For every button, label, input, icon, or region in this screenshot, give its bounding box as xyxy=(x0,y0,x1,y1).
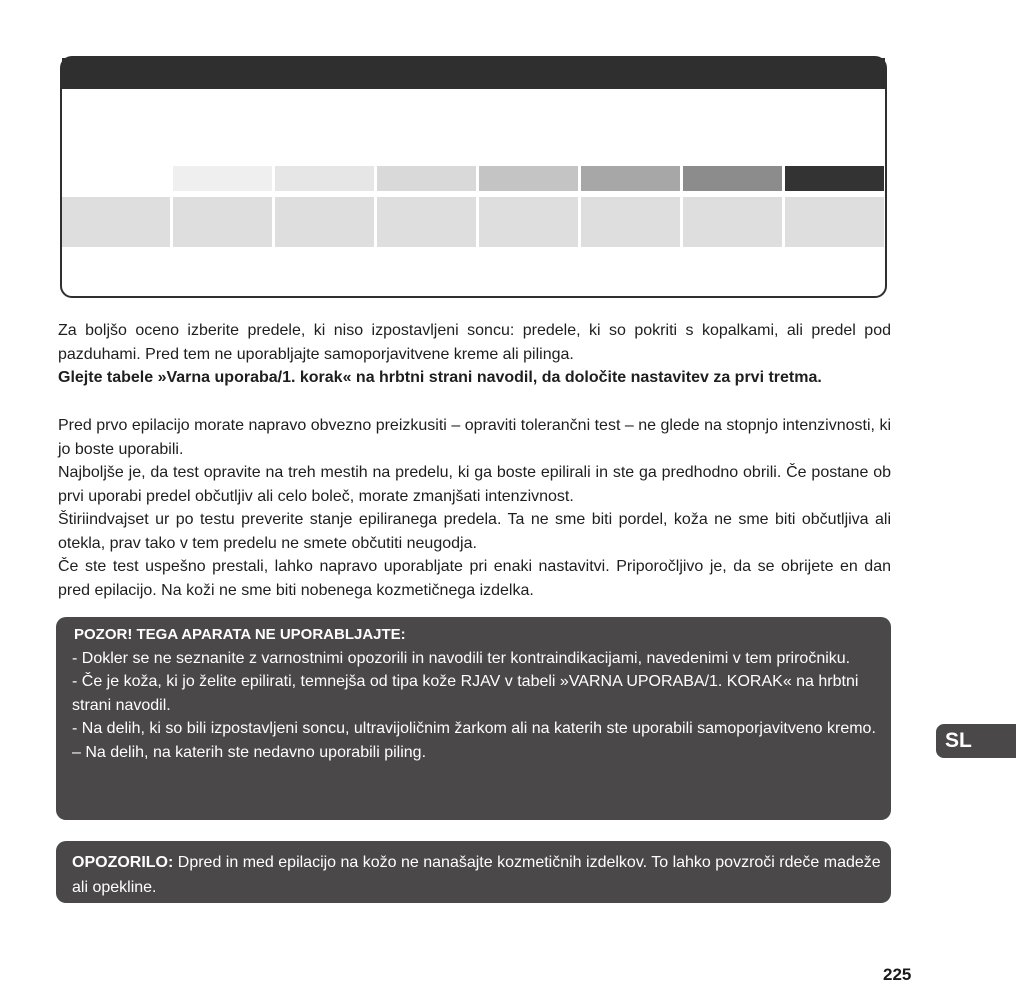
caution-title: POZOR! TEGA APARATA NE UPORABLJAJTE: xyxy=(74,626,406,643)
tolerance-paragraph-3: Štiriindvajset ur po testu preverite stanje epiliranega predela. Ta ne sme biti pordel, koža ne sme biti občutljiva ali otekla, prav tako v tem predelu ne smete občutiti neugodja. xyxy=(58,511,891,552)
skin-tone-swatch xyxy=(785,166,884,191)
caution-item: - Dokler se ne seznanite z varnostnimi opozorili in navodili ter kontraindikacijami, navedenimi v tem priročniku. xyxy=(72,649,851,667)
warning-text xyxy=(72,850,883,900)
skin-tone-swatch xyxy=(581,166,680,191)
table-value-row xyxy=(62,197,884,247)
warning-box xyxy=(56,841,891,903)
skin-tone-swatch xyxy=(173,166,272,191)
table-value-cell xyxy=(173,197,272,247)
caution-box xyxy=(56,617,891,820)
intro-paragraph: Za boljšo oceno izberite predele, ki niso izpostavljeni soncu: predele, ki so pokriti s kopalkami, ali predel pod pazduhami. Pred tem ne uporabljajte samoporjavitvene kreme ali pilinga. xyxy=(58,322,891,363)
warning-body: Dpred in med epilacijo na kožo ne nanašajte kozmetičnih izdelkov. To lahko povzroči rdeče madeže ali opekline. xyxy=(72,854,881,896)
tolerance-paragraph-2: Najboljše je, da test opravite na treh mestih na predelu, ki ga boste epilirali in ste ga predhodno obrili. Če postane ob prvi uporabi predel občutljiv ali celo boleč, morate zmanjšati intenzivnost. xyxy=(58,464,891,505)
language-tab: SL xyxy=(936,724,1016,758)
caution-item: - Če je koža, ki jo želite epilirati, temnejša od tipa kože RJAV v tabeli »VARNA UPORABA/1. KORAK« na hrbtni strani navodil. xyxy=(72,673,859,714)
table-value-cell xyxy=(785,197,884,247)
table-value-cell xyxy=(683,197,782,247)
caution-item: - Na delih, ki so bili izpostavljeni soncu, ultravijoličnim žarkom ali na katerih ste uporabili samoporjavitveno kremo. xyxy=(72,720,876,737)
warning-label: OPOZORILO: xyxy=(72,854,174,871)
intro-section xyxy=(58,319,891,390)
intro-bold-note: Glejte tabele »Varna uporaba/1. korak« na hrbtni strani navodil, da določite nastavitev za prvi tretma. xyxy=(58,369,822,386)
tolerance-paragraph-4: Če ste test uspešno prestali, lahko napravo uporabljate pri enaki nastavitvi. Priporočljivo je, da se obrijete en dan pred epilacijo. Na koži ne sme biti nobenega kozmetičnega izdelka. xyxy=(58,558,891,599)
page-number: 225 xyxy=(883,965,912,984)
skin-tone-swatch xyxy=(479,166,578,191)
table-header-bar xyxy=(62,58,885,89)
table-row-label-cell xyxy=(62,197,170,247)
table-value-cell xyxy=(581,197,680,247)
tolerance-paragraph-1: Pred prvo epilacijo morate napravo obvezno preizkusiti – opraviti tolerančni test – ne glede na stopnjo intenzivnosti, ki jo boste uporabili. xyxy=(58,417,891,458)
table-value-cell xyxy=(479,197,578,247)
table-value-cell xyxy=(275,197,374,247)
tolerance-test-section xyxy=(58,414,891,602)
skin-type-table xyxy=(60,56,887,298)
skin-tone-swatch-row xyxy=(173,166,884,191)
skin-tone-swatch xyxy=(683,166,782,191)
skin-tone-swatch xyxy=(275,166,374,191)
skin-tone-swatch xyxy=(377,166,476,191)
caution-item: – Na delih, na katerih ste nedavno uporabili piling. xyxy=(72,743,427,761)
table-value-cell xyxy=(377,197,476,247)
